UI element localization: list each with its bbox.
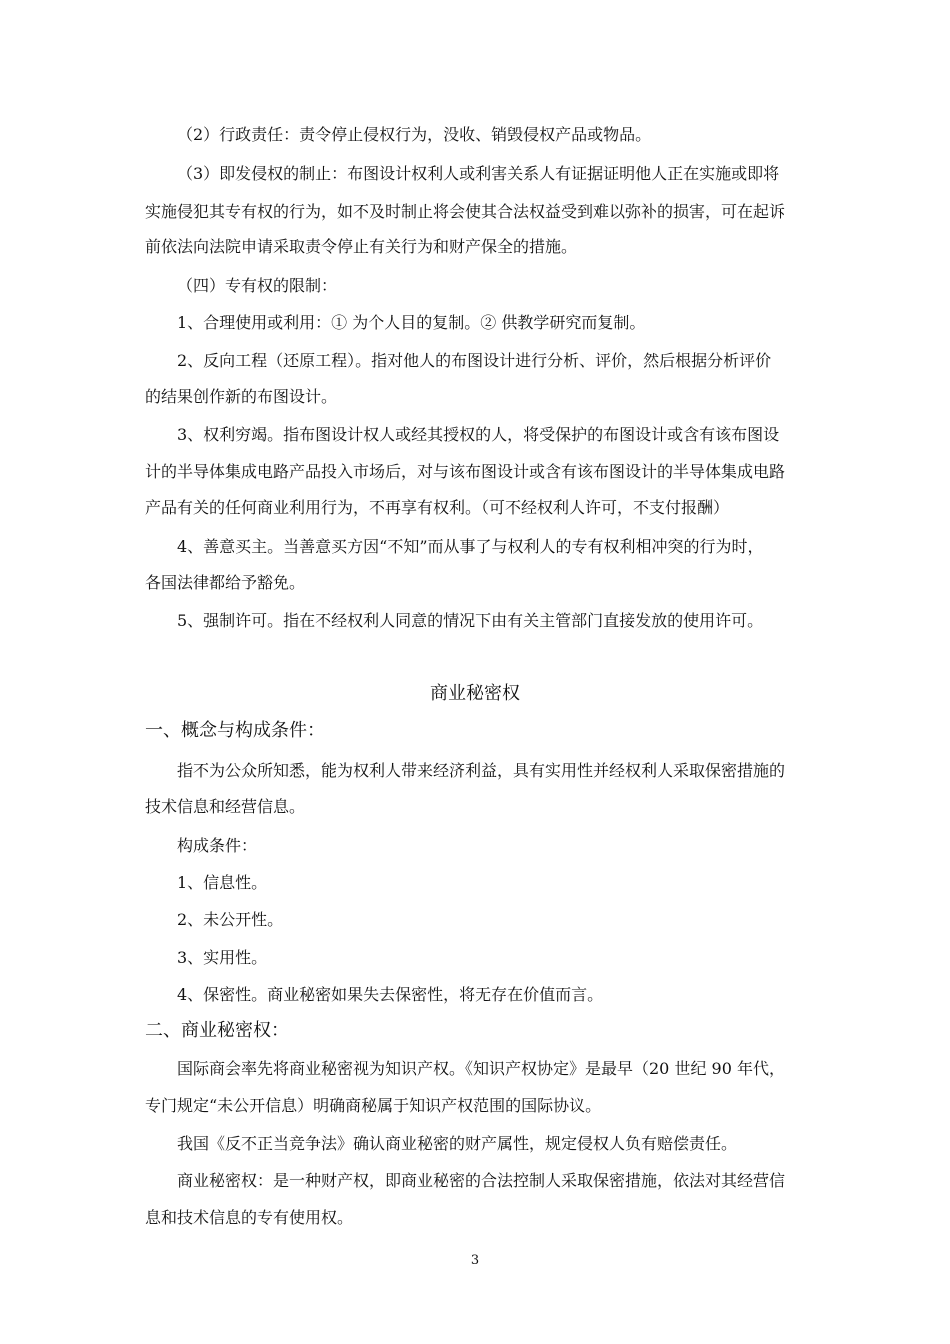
condition-item: 4、保密性。商业秘密如果失去保密性，将无存在价值而言。	[177, 985, 604, 1004]
limit-item-fair-use: 1、合理使用或利用：① 为个人目的复制。② 供教学研究而复制。	[177, 313, 646, 332]
limit-item-good-faith-line: 各国法律都给予豁免。	[145, 573, 306, 592]
icc-paragraph-line: 专门规定“未公开信息）明确商秘属于知识产权范围的国际协议。	[145, 1096, 602, 1115]
limit-item-exhaustion-line: 产品有关的任何商业利用行为，不再享有权利。（可不经权利人许可，不支付报酬）	[145, 498, 730, 517]
definition-paragraph-line: 技术信息和经营信息。	[145, 797, 306, 816]
injunction-paragraph-line: （3）即发侵权的制止：布图设计权利人或利害关系人有证据证明他人正在实施或即将	[177, 164, 780, 183]
limit-item-exhaustion-line: 计的半导体集成电路产品投入市场后，对与该布图设计或含有该布图设计的半导体集成电路	[145, 462, 786, 481]
limit-item-exhaustion-line: 3、权利穷竭。指布图设计权人或经其授权的人，将受保护的布图设计或含有该布图设	[177, 425, 780, 444]
condition-item: 3、实用性。	[177, 948, 268, 967]
condition-item: 2、未公开性。	[177, 910, 284, 929]
limit-item-good-faith-line: 4、善意买主。当善意买方因“不知”而从事了与权利人的专有权利相冲突的行为时，	[177, 537, 764, 556]
right-definition-line: 息和技术信息的专有使用权。	[145, 1208, 354, 1227]
page-number: 3	[470, 1253, 480, 1268]
limit-item-reverse-engineering-line: 的结果创作新的布图设计。	[145, 387, 338, 406]
conditions-label: 构成条件：	[177, 836, 258, 855]
concept-heading: 一、概念与构成条件：	[145, 720, 325, 741]
limits-heading: （四）专有权的限制：	[177, 276, 338, 295]
limit-item-reverse-engineering-line: 2、反向工程（还原工程）。指对他人的布图设计进行分析、评价，然后根据分析评价	[177, 351, 772, 370]
condition-item: 1、信息性。	[177, 873, 268, 892]
china-law-paragraph: 我国《反不正当竞争法》确认商业秘密的财产属性，规定侵权人负有赔偿责任。	[177, 1134, 738, 1153]
injunction-paragraph-line: 前依法向法院申请采取责令停止有关行为和财产保全的措施。	[145, 237, 578, 256]
admin-liability-paragraph: （2）行政责任：责令停止侵权行为，没收、销毁侵权产品或物品。	[177, 125, 652, 144]
section-title: 商业秘密权	[430, 683, 520, 704]
definition-paragraph-line: 指不为公众所知悉，能为权利人带来经济利益，具有实用性并经权利人采取保密措施的	[177, 761, 786, 780]
icc-paragraph-line: 国际商会率先将商业秘密视为知识产权。《知识产权协定》是最早（20 世纪 90 年代，	[177, 1059, 785, 1078]
right-definition-line: 商业秘密权：是一种财产权，即商业秘密的合法控制人采取保密措施，依法对其经营信	[177, 1171, 786, 1190]
injunction-paragraph-line: 实施侵犯其专有权的行为，如不及时制止将会使其合法权益受到难以弥补的损害，可在起诉	[145, 202, 786, 221]
trade-secret-right-heading: 二、商业秘密权：	[145, 1020, 289, 1041]
limit-item-compulsory-license: 5、强制许可。指在不经权利人同意的情况下由有关主管部门直接发放的使用许可。	[177, 611, 764, 630]
